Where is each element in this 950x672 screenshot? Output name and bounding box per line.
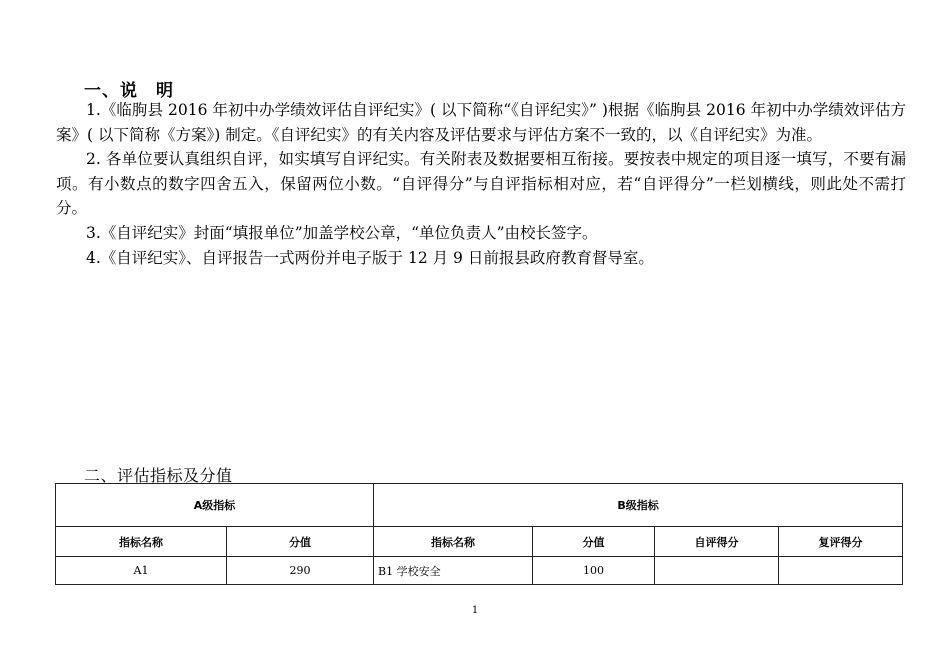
section2-title: 二、评估指标及分值 bbox=[84, 466, 233, 485]
paragraph-3: 3.《自评纪实》封面“填报单位”加盖学校公章，“单位负责人”由校长签字。 bbox=[86, 223, 598, 242]
col-header-a-name: 指标名称 bbox=[56, 527, 227, 557]
section1-body bbox=[56, 98, 906, 270]
col-header-b-score: 分值 bbox=[533, 527, 655, 557]
cell-self-score[interactable] bbox=[655, 557, 779, 585]
col-header-review-score: 复评得分 bbox=[779, 527, 903, 557]
table-column-header-row bbox=[56, 527, 903, 557]
page-number: 1 bbox=[471, 605, 479, 616]
paragraph-4: 4.《自评纪实》、自评报告一式两份并电子版于 12 月 9 日前报县政府教育督导室。 bbox=[86, 248, 654, 267]
group-b-header: B级指标 bbox=[374, 484, 903, 527]
paragraph-1: 1.《临朐县 2016 年初中办学绩效评估自评纪实》( 以下简称“《自评纪实》” )根据《临朐县 2016 年初中办学绩效评估方案》( 以下简称《方案》) 制定。《自评纪实》的有关内容及评估要求与评估方案不一致的，以《自评纪实》为准。 bbox=[56, 101, 906, 144]
col-header-b-name: 指标名称 bbox=[374, 527, 533, 557]
cell-a-score: 290 bbox=[227, 557, 374, 585]
paragraph-2: 2. 各单位要认真组织自评，如实填写自评纪实。有关附表及数据要相互衔接。要按表中规定的项目逐一填写，不要有漏项。有小数点的数字四舍五入，保留两位小数。“自评得分”与自评指标相对应，若“自评得分”一栏划横线，则此处不需打分。 bbox=[56, 150, 906, 218]
col-header-self-score: 自评得分 bbox=[655, 527, 779, 557]
table-row bbox=[56, 557, 903, 585]
group-a-header: A级指标 bbox=[56, 484, 374, 527]
indicator-table bbox=[55, 483, 903, 585]
table-group-header-row bbox=[56, 484, 903, 527]
cell-review-score[interactable] bbox=[779, 557, 903, 585]
col-header-a-score: 分值 bbox=[227, 527, 374, 557]
cell-b-score: 100 bbox=[533, 557, 655, 585]
cell-a-name: A1 bbox=[56, 557, 227, 585]
section1-title: 一、说 明 bbox=[84, 81, 174, 101]
cell-b-name: B1 学校安全 bbox=[374, 557, 533, 585]
